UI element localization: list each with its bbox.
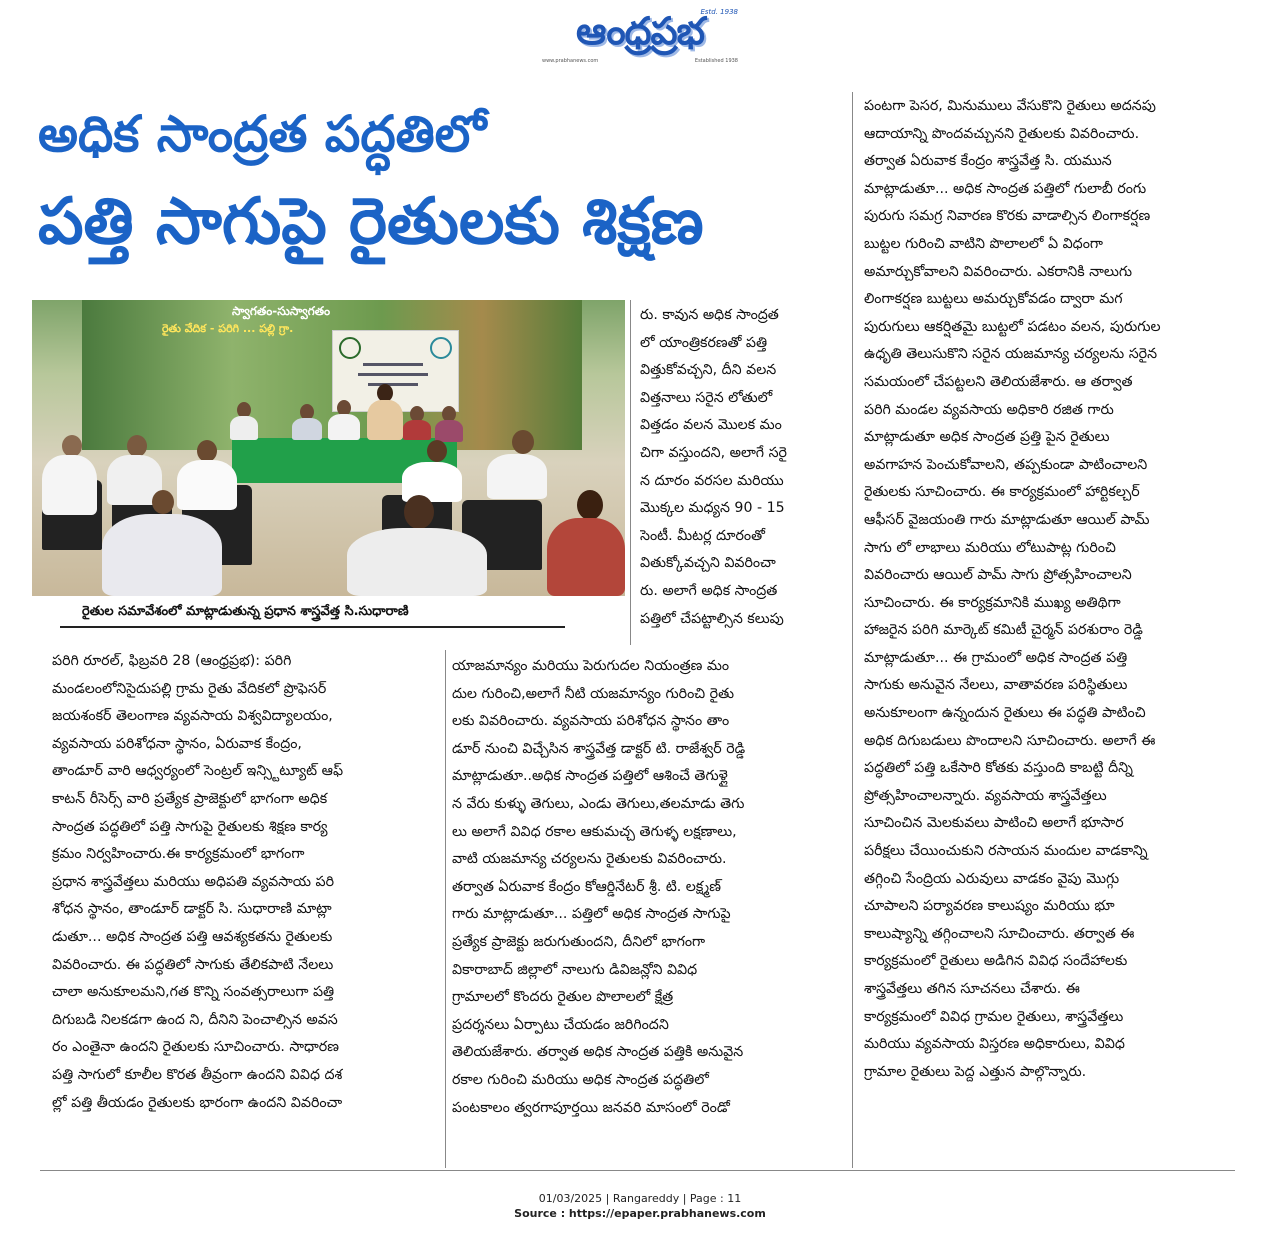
article-text-line: ప్రదర్శనలు ఏర్పాటు చేయడం జరిగిందని	[452, 1016, 669, 1033]
article-text-line: క్రమం నిర్వహించారు.ఈ కార్యక్రమంలో భాగంగా	[52, 846, 305, 863]
article-column-3	[864, 93, 1250, 1086]
article-text-line: ఆఫీసర్ వైజయంతి గారు మాట్లాడుతూ ఆయిల్ పామ్	[864, 511, 1150, 528]
article-text-line: మాట్లాడుతూ... ఈ గ్రామంలో అధిక సాంద్రత పత్తి	[864, 649, 1128, 666]
article-text-line: పత్తి సాగులో కూలీల కొరత తీవ్రంగా ఉందని వివిధ దశ	[52, 1066, 343, 1083]
article-text-line: తెలియజేశారు. తర్వాత అధిక సాంద్రత పత్తికి అనువైన	[452, 1044, 744, 1061]
article-text-line: రు. అలాగే అధిక సాంద్రత	[640, 582, 778, 599]
article-text-line: కాటన్ రీసెర్స్ వారి ప్రత్యేక ప్రాజెక్టులో భాగంగా అధిక	[52, 790, 328, 807]
banner-venue-text: రైతు వేదిక - పరిగి ... పల్లి గ్రా.	[162, 322, 294, 335]
article-text-line: బుట్టల గురించి వాటిని పొలాలలో ఏ విధంగా	[864, 235, 1103, 252]
article-text-line: పరిగి మండల వ్యవసాయ అధికారి రజిత గారు	[864, 401, 1114, 418]
article-text-line: గ్రామాలలో కొందరు రైతుల పొలాలలో క్షేత్ర	[452, 989, 674, 1006]
university-seal-icon	[339, 337, 361, 359]
masthead-url: www.prabhanews.com	[542, 58, 599, 64]
article-text-line: సమయంలో చేపట్టలని తెలియజేశారు. ఆ తర్వాత	[864, 373, 1133, 390]
article-text-line: మాట్లాడుతూ... అధిక సాంద్రత పత్తిలో గులాబీ రంగు	[864, 180, 1147, 197]
article-column-2-bottom	[452, 653, 840, 1122]
article-text-line: డుతూ... అధిక సాంద్రత పత్తి ఆవశ్యకతను రైతులకు	[52, 928, 333, 945]
article-text-line: వాటి యజమాన్య చర్యలను రైతులకు వివరించారు.	[452, 851, 727, 868]
footer-rule	[40, 1170, 1235, 1171]
article-text-line: పత్తిలో చేపట్టాల్సిన కలుపు	[640, 610, 784, 627]
article-text-line: పద్ధతిలో పత్తి ఒకేసారి కోతకు వస్తుంది కాబట్టి దీన్ని	[864, 760, 1133, 777]
article-text-line: వికారాబాద్ జిల్లాలో నాలుగు డివిజన్లోని వివిధ	[452, 961, 698, 978]
article-text-line: లింగాకర్షణ బుట్టలు అమర్చుకోవడం ద్వారా మగ	[864, 291, 1123, 308]
article-text-line: లు అలాగే వివిధ రకాల ఆకుమచ్చ తెగుళ్ళ లక్షణాలు,	[452, 823, 737, 840]
article-text-line: గ్రామాల రైతులు పెద్ద ఎత్తున పాల్గొన్నారు.	[864, 1063, 1087, 1080]
established-label: Estd. 1938	[700, 8, 738, 16]
article-text-line: తర్వాత ఏరువాక కేంద్రం కోఆర్డినేటర్ శ్రీ. టి. లక్ష్మణ్	[452, 878, 721, 895]
article-text-line: లకు వివరించారు. వ్యవసాయ పరిశోధన స్థానం తాం	[452, 713, 730, 730]
institute-seal-icon	[430, 337, 452, 359]
article-text-line: ప్రత్యేక ప్రాజెక్టు జరుగుతుందని, దీనిలో భాగంగా	[452, 933, 706, 950]
article-text-line: అవగాహన పెంచుకోవాలని, తప్పకుండా పాటించాలని	[864, 456, 1148, 473]
article-text-line: రకాల గురించి మరియు అధిక సాంద్రత పద్ధతిలో	[452, 1071, 709, 1088]
article-text-line: న వేరు కుళ్ళు తెగులు, ఎండు తెగులు,తలమాడు తెగు	[452, 795, 745, 812]
article-text-line: మాట్లాడుతూ..అధిక సాంద్రత పత్తిలో ఆశించే తెగుళ్లై	[452, 768, 728, 785]
article-text-line: చిగా వస్తుందని, అలాగే సరై	[640, 444, 787, 461]
headline-line-1: అధిక సాంద్రత పద్ధతిలో	[38, 105, 487, 163]
masthead	[540, 8, 740, 64]
caption-rule	[60, 626, 565, 628]
article-text-line: ప్రధాన శాస్త్రవేత్తలు మరియు అధిపతి వ్యవసాయ పరి	[52, 873, 335, 890]
masthead-tagline: Established 1938	[694, 58, 738, 64]
article-text-line: పరిగి రూరల్, ఫిబ్రవరి 28 (ఆంధ్రప్రభ): పరిగి	[52, 653, 292, 669]
article-text-line: ఆదాయాన్ని పొందవచ్చునని రైతులకు వివరించారు.	[864, 125, 1140, 142]
article-text-line: సెంటీ. మీటర్ల దూరంతో	[640, 527, 765, 544]
article-text-line: సాంద్రత పద్ధతిలో పత్తి సాగుపై రైతులకు శిక్షణ కార్య	[52, 818, 328, 835]
article-text-line: గారు మాట్లాడుతూ... పత్తిలో అధిక సాంద్రత సాగుపై	[452, 906, 731, 923]
photo-caption: రైతుల సమావేశంలో మాట్లాడుతున్న ప్రధాన శాస్త్రవేత్త సి.సుధారాణి	[82, 604, 409, 619]
article-column-2-top	[640, 302, 840, 633]
column-divider	[630, 300, 631, 645]
article-text-line: సూచించారు. ఈ కార్యక్రమానికి ముఖ్య అతిథిగా	[864, 594, 1121, 611]
article-text-line: శోధన స్థానం, తాండూర్ డాక్టర్ సి. సుధారాణి మాట్లా	[52, 901, 332, 918]
article-text-line: పరీక్షలు చేయించుకుని రసాయన మందుల వాడకాన్ని	[864, 843, 1148, 860]
article-text-line: విత్తుకోవచ్చని, దీని వలన	[640, 362, 777, 379]
article-text-line: హాజరైన పరిగి మార్కెట్ కమిటీ చైర్మన్ పరశురాం రెడ్డి	[864, 622, 1143, 639]
article-text-line: డూర్ నుంచి విచ్చేసిన శాస్త్రవేత్త డాక్టర్ టి. రాజేశ్వర్ రెడ్డి	[452, 740, 746, 757]
column-divider	[852, 92, 853, 1168]
article-text-line: వితుక్కోవచ్చని వివరించా	[640, 555, 776, 572]
headline-line-2: పత్తి సాగుపై రైతులకు శిక్షణ	[38, 185, 704, 259]
article-text-line: మరియు వ్యవసాయ విస్తరణ అధికారులు, వివిధ	[864, 1036, 1125, 1053]
column-divider	[445, 650, 446, 1168]
article-column-1	[52, 648, 432, 1117]
article-text-line: తర్వాత ఏరువాక కేంద్రం శాస్త్రవేత్త సి. యమున	[864, 153, 1112, 170]
article-text-line: లో యాంత్రికరణతో పత్తి	[640, 334, 768, 351]
article-text-line: పంటకాలం త్వరగాపూర్తయి జనవరి మాసంలో రెండో	[452, 1099, 730, 1116]
article-text-line: సాగుకు అనువైన నేలలు, వాతావరణ పరిస్థితులు	[864, 677, 1128, 694]
article-text-line: పంటగా పెసర, మినుములు వేసుకొని రైతులు అదనపు	[864, 98, 1156, 114]
article-text-line: అనుకూలంగా ఉన్నందున రైతులు ఈ పద్ధతి పాటించి	[864, 705, 1146, 722]
article-text-line: మొక్కల మధ్యన 90 - 15	[640, 500, 785, 517]
article-text-line: వివరించారు ఆయిల్ పామ్ సాగు ప్రోత్సహించాలని	[864, 567, 1132, 584]
article-text-line: ల్లో పత్తి తీయడం రైతులకు భారంగా ఉందని వివరించా	[52, 1094, 343, 1111]
article-text-line: దుల గురించి,అలాగే నీటి యజమాన్యం గురించి రైతు	[452, 685, 735, 702]
footer-source: Source : https://epaper.prabhanews.com	[514, 1207, 766, 1220]
article-text-line: మాట్లాడుతూ అధిక సాంద్రత ప్రత్తి పైన రైతులు	[864, 429, 1110, 446]
article-text-line: సూచించిన మెలకువలు పాటించి అలాగే భూసార	[864, 815, 1124, 832]
article-text-line: చూపాలని పర్యావరణ కాలుష్యం మరియు భూ	[864, 898, 1115, 915]
article-text-line: రు. కావున అధిక సాంద్రత	[640, 307, 779, 323]
article-text-line: రం ఎంతైనా ఉందని రైతులకు సూచించారు. సాధారణ	[52, 1039, 339, 1056]
article-text-line: కార్యక్రమంలో వివిధ గ్రామల రైతులు, శాస్త్రవేత్తలు	[864, 1008, 1124, 1025]
news-photo	[32, 300, 625, 596]
article-text-line: దిగుబడి నిలకడగా ఉంద ని, దీనిని పెంచాల్సిన అవస	[52, 1011, 338, 1028]
article-text-line: ప్రోత్సహించాలన్నారు. వ్యవసాయ శాస్త్రవేత్తలు	[864, 787, 1107, 804]
event-poster	[332, 330, 459, 412]
article-text-line: న దూరం వరసల మరియు	[640, 472, 784, 489]
article-text-line: కాలుష్యాన్ని తగ్గించాలని సూచించారు. తర్వాత ఈ	[864, 925, 1135, 942]
article-text-line: పురుగులు ఆకర్షితమై బుట్టలో పడటం వలన, పురుగుల	[864, 318, 1161, 335]
article-text-line: వ్యవసాయ పరిశోధనా స్థానం, ఏరువాక కేంద్రం,	[52, 735, 302, 752]
banner-welcome-text: స్వాగతం-సుస్వాగతం	[232, 304, 331, 318]
article-text-line: తగ్గించి సేంద్రియ ఎరువులు వాడకం వైపు మొగ్గు	[864, 870, 1120, 887]
article-text-line: ఉధృతి తెలుసుకొని సరైన యజమాన్య చర్యలను సరైన	[864, 346, 1158, 363]
article-text-line: రైతులకు సూచించారు. ఈ కార్యక్రమంలో హార్టికల్చర్	[864, 484, 1140, 501]
article-text-line: జయశంకర్ తెలంగాణ వ్యవసాయ విశ్వవిద్యాలయం,	[52, 708, 333, 725]
article-text-line: శాస్త్రవేత్తలు తగిన సూచనలు చేశారు. ఈ	[864, 981, 1080, 997]
article-text-line: కార్యక్రమంలో రైతులు అడిగిన వివిధ సందేహాలకు	[864, 953, 1128, 970]
article-text-line: విత్తడం వలన మొలక మం	[640, 417, 782, 434]
article-text-line: యాజమాన్యం మరియు పెరుగుదల నియంత్రణ మం	[452, 658, 730, 674]
article-text-line: అమార్చుకోవాలని వివరించారు. ఎకరానికి నాలుగు	[864, 263, 1133, 280]
newspaper-logo: ఆంధ్రప్రభ	[576, 9, 704, 53]
article-text-line: అధిక దిగుబడులు పొందాలని సూచించారు. అలాగే ఈ	[864, 732, 1156, 749]
footer-edition-info: 01/03/2025 | Rangareddy | Page : 11	[538, 1192, 742, 1205]
article-text-line: మండలంలోనిసైదుపల్లి గ్రామ రైతు వేదికలో ప్రొఫెసర్	[52, 680, 327, 697]
article-text-line: విత్తనాలు సరైన లోతులో	[640, 389, 773, 406]
article-text-line: పురుగు సమగ్ర నివారణ కొరకు వాడాల్సిన లింగాకర్షణ	[864, 208, 1151, 225]
article-text-line: సాగు లో లాభాలు మరియు లోటుపాట్ల గురించి	[864, 539, 1116, 556]
article-text-line: తాండూర్ వారి ఆధ్వర్యంలో సెంట్రల్ ఇన్స్టిట్యూట్ ఆఫ్	[52, 763, 344, 780]
article-text-line: వివరించారు. ఈ పద్ధతిలో సాగుకు తేలికపాటి నేలలు	[52, 956, 334, 973]
article-text-line: చాలా అనుకూలమని,గత కొన్ని సంవత్సరాలుగా పత్తి	[52, 984, 335, 1001]
